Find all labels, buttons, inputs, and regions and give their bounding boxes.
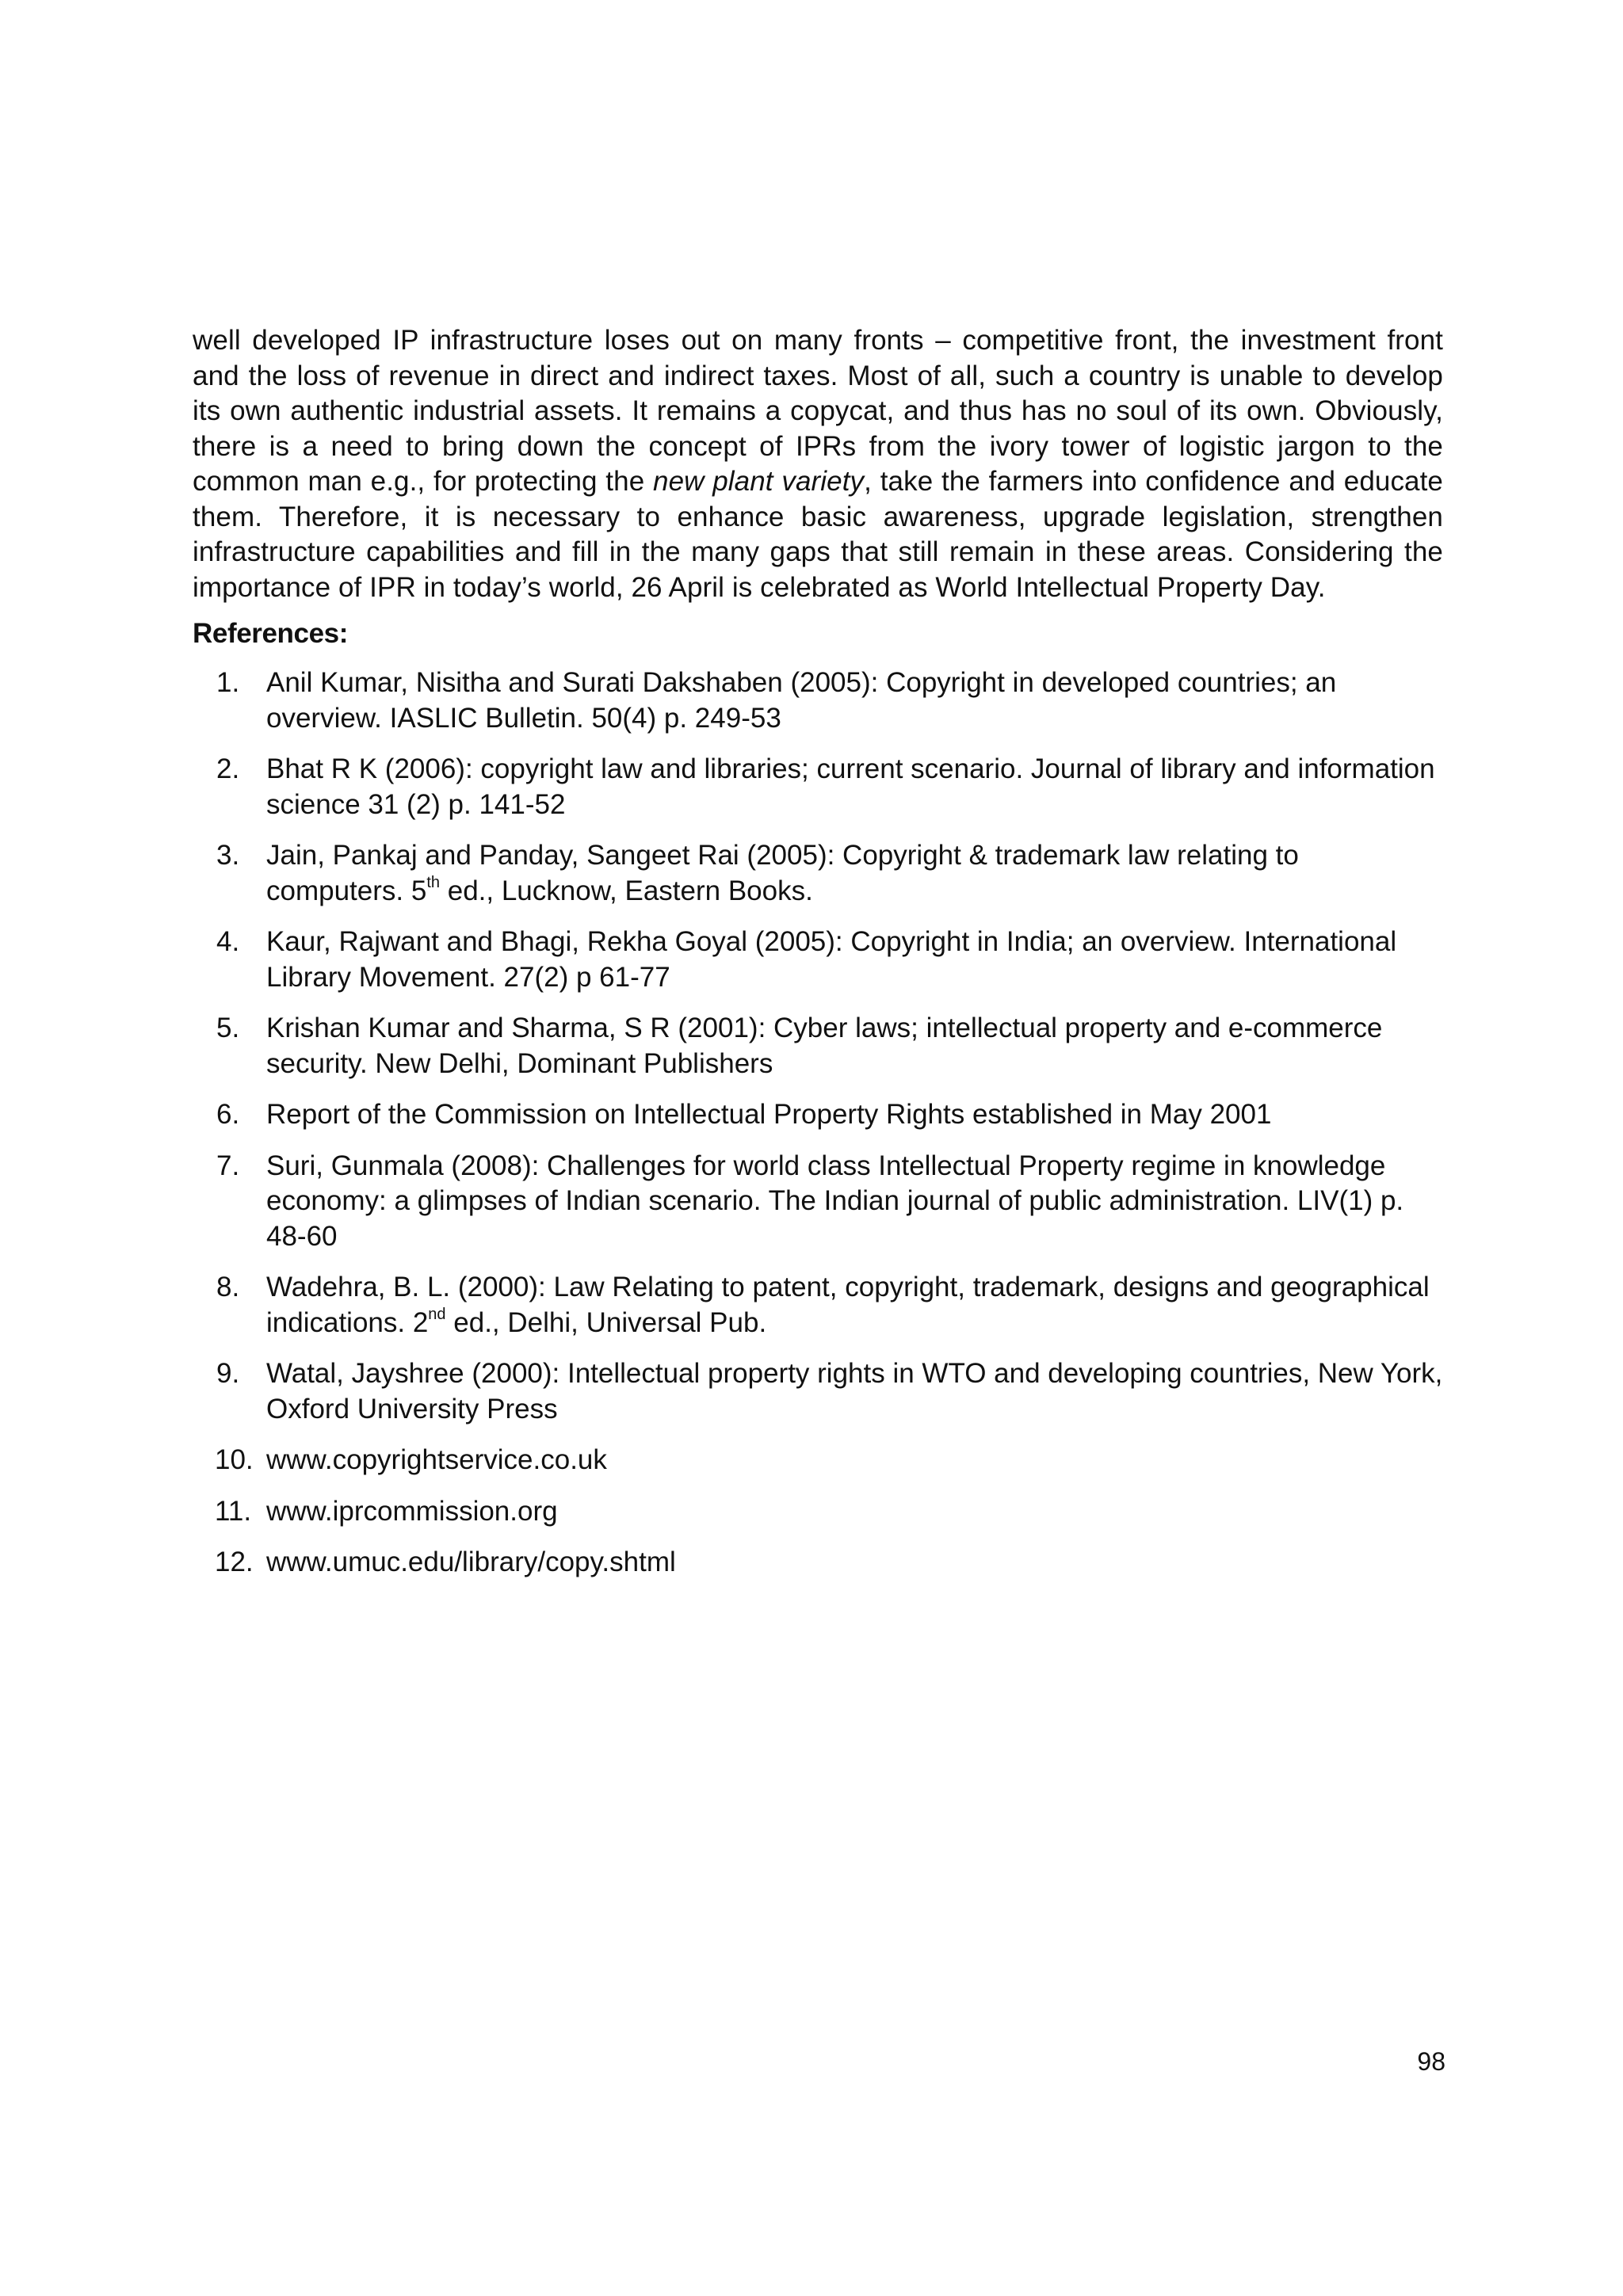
body-text-part2: , take the farmers into confidence and educate them. Therefore, it is necessary to enhance basic awareness, upgrade legislation, strengthen infrastructure capabilities and fill in the many gaps that still remain in these areas. Considering the importance of IPR in today’s world, 26 April is celebrated as World Intellectual Property Day. bbox=[193, 466, 1443, 603]
reference-text: Suri, Gunmala (2008): Challenges for world class Intellectual Property regime in knowledge economy: a glimpses of Indian scenario. The Indian journal of public administration. LIV(1) p. 48-60 bbox=[266, 1150, 1404, 1252]
reference-item bbox=[193, 1270, 1443, 1341]
reference-number: 5. bbox=[216, 1013, 240, 1043]
reference-number: 12. bbox=[215, 1547, 254, 1577]
reference-number: 4. bbox=[216, 926, 240, 957]
reference-number: 8. bbox=[216, 1272, 240, 1302]
body-emphasis: new plant variety bbox=[653, 466, 865, 497]
reference-item bbox=[193, 1011, 1443, 1081]
reference-item bbox=[193, 1149, 1443, 1255]
reference-superscript: th bbox=[426, 873, 440, 891]
reference-text: Anil Kumar, Nisitha and Surati Dakshaben (2005): Copyright in developed countries; an overview. IASLIC Bulletin. 50(4) p. 249-53 bbox=[266, 667, 1337, 734]
reference-number: 10. bbox=[215, 1444, 254, 1475]
reference-text-pre: Jain, Pankaj and Panday, Sangeet Rai (2005): Copyright & trademark law relating to computers. 5 bbox=[266, 840, 1299, 906]
reference-text: Kaur, Rajwant and Bhagi, Rekha Goyal (2005): Copyright in India; an overview. International Library Movement. 27(2) p 61-77 bbox=[266, 926, 1397, 993]
page-number: 98 bbox=[1417, 2047, 1445, 2076]
reference-item bbox=[193, 1443, 1443, 1478]
reference-item bbox=[193, 752, 1443, 822]
reference-link[interactable]: www.iprcommission.org bbox=[266, 1495, 558, 1527]
reference-text: Watal, Jayshree (2000): Intellectual property rights in WTO and developing countries, New York, Oxford University Press bbox=[266, 1358, 1443, 1425]
reference-item bbox=[193, 666, 1443, 736]
reference-text: Report of the Commission on Intellectual Property Rights established in May 2001 bbox=[266, 1099, 1272, 1130]
reference-text-pre: Wadehra, B. L. (2000): Law Relating to patent, copyright, trademark, designs and geographical indications. 2 bbox=[266, 1272, 1430, 1338]
reference-text: Krishan Kumar and Sharma, S R (2001): Cyber laws; intellectual property and e-commerce security. New Delhi, Dominant Publishers bbox=[266, 1013, 1383, 1079]
reference-link[interactable]: www.copyrightservice.co.uk bbox=[266, 1444, 607, 1475]
reference-number: 9. bbox=[216, 1358, 240, 1389]
reference-text bbox=[266, 1272, 1430, 1338]
page-content bbox=[193, 323, 1443, 1596]
reference-number: 3. bbox=[216, 840, 240, 871]
references-list bbox=[193, 666, 1443, 1581]
reference-item bbox=[193, 1494, 1443, 1530]
reference-number: 11. bbox=[215, 1495, 252, 1527]
references-heading: References: bbox=[193, 618, 348, 649]
reference-number: 1. bbox=[216, 667, 240, 698]
reference-link[interactable]: www.umuc.edu/library/copy.shtml bbox=[266, 1547, 676, 1577]
body-paragraph bbox=[193, 323, 1443, 605]
reference-number: 2. bbox=[216, 753, 240, 784]
body-text-part1: well developed IP infrastructure loses out on many fronts – competitive front, the investment front and the loss of revenue in direct and indirect taxes. Most of all, such a country is unable to develop its own authentic industrial assets. It remains a copycat, and thus has no soul of its own. Obviously, there is a need to bring down the concept of IPRs from the ivory tower of logistic jargon to the common man e.g., for protecting the bbox=[193, 325, 1443, 497]
reference-text-post: ed., Lucknow, Eastern Books. bbox=[440, 875, 813, 906]
reference-text-post: ed., Delhi, Universal Pub. bbox=[445, 1306, 767, 1338]
reference-text: Bhat R K (2006): copyright law and libraries; current scenario. Journal of library and information science 31 (2) p. 141-52 bbox=[266, 753, 1435, 820]
reference-item bbox=[193, 1097, 1443, 1133]
reference-number: 7. bbox=[216, 1150, 240, 1181]
reference-item bbox=[193, 1545, 1443, 1581]
reference-item bbox=[193, 1356, 1443, 1427]
reference-item bbox=[193, 838, 1443, 909]
reference-text bbox=[266, 840, 1299, 906]
reference-superscript: nd bbox=[428, 1305, 446, 1323]
reference-item bbox=[193, 925, 1443, 995]
reference-number: 6. bbox=[216, 1099, 240, 1130]
